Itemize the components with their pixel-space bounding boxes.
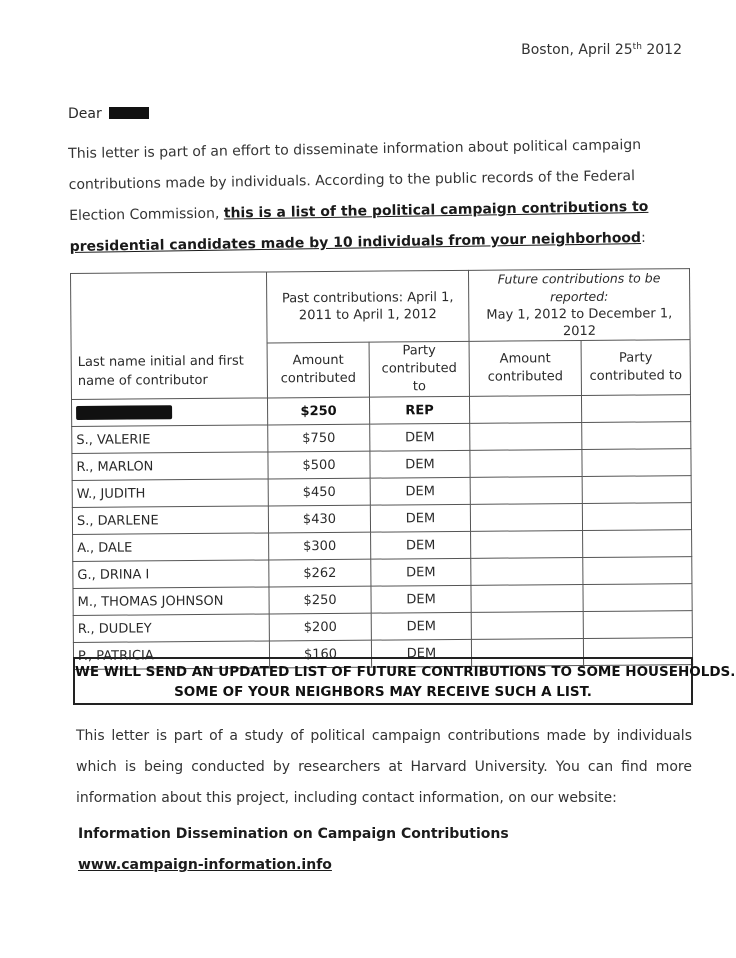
future-party-cell [582,476,691,504]
party-cell: DEM [370,504,470,532]
contributor-name-cell: W., JUDITH [72,479,268,508]
update-notice-box [73,657,736,705]
amount-cell: $250 [267,397,369,425]
contributor-name-cell: P., PATRICIA [73,641,269,670]
party-cell: DEM [370,450,470,478]
contributor-name-cell: S., DARLENE [72,506,268,535]
intro-emphasis: this is a list of the political campaign contributions to presidential candidates made by 10 individuals from your neighborhood [69,198,649,255]
contributor-name-cell: R., DUDLEY [73,614,269,643]
future-amount-cell [470,503,582,531]
past-party-header: Party contributed to [369,341,469,397]
future-party-cell [582,449,691,477]
contributor-name-cell: R., MARLON [72,452,268,481]
project-title: Information Dissemination on Campaign Contributions [78,826,509,842]
contributor-name-header: Last name initial and first name of contributor [71,272,268,400]
contributions-table [70,268,693,670]
party-cell: DEM [371,612,471,640]
contributor-name-cell: S., VALERIE [72,425,268,454]
party-cell: DEM [371,639,471,667]
future-party-cell [583,530,692,558]
redacted-contributor-name [76,405,172,420]
contributor-name-cell: A., DALE [73,533,269,562]
party-cell: DEM [370,477,470,505]
future-party-cell [582,503,691,531]
future-amount-header: Amount contributed [469,340,581,396]
amount-cell: $430 [268,505,370,533]
party-cell: DEM [371,585,471,613]
amount-cell: $300 [269,532,371,560]
project-website-link[interactable]: www.campaign-information.info [78,857,332,873]
intro-paragraph: This letter is part of an effort to disseminate information about political campaign contributions made by individuals. According to the public records of the Federal Election Commission, this is a list of the political campaign contributions to presidential candidates made by 10 individuals from your neighborhood: [68,137,649,255]
notice-line-1: WE WILL SEND AN UPDATED LIST OF FUTURE CONTRIBUTIONS TO SOME HOUSEHOLDS. [75,664,736,680]
future-amount-cell [471,557,583,585]
amount-cell: $500 [268,451,370,479]
party-cell: DEM [371,531,471,559]
amount-cell: $250 [269,586,371,614]
amount-cell: $200 [269,613,371,641]
party-cell: DEM [370,423,470,451]
contributor-name-cell: G., DRINA I [73,560,269,589]
contributor-name-cell [71,398,267,427]
future-party-cell [581,395,690,423]
future-amount-cell [470,476,582,504]
redacted-recipient-name [109,107,149,119]
future-amount-cell [471,584,583,612]
future-party-header: Party contributed to [581,340,690,396]
future-party-cell [582,422,691,450]
past-amount-header: Amount contributed [267,342,369,398]
future-amount-cell [470,422,582,450]
notice-line-2: SOME OF YOUR NEIGHBORS MAY RECEIVE SUCH A LIST. [174,684,592,700]
amount-cell: $750 [268,424,370,452]
future-contributions-header: Future contributions to be reported: May 1, 2012 to December 1, 2012 [468,269,690,342]
salutation: Dear [68,106,149,122]
future-party-cell [583,584,692,612]
amount-cell: $262 [269,559,371,587]
party-cell: DEM [371,558,471,586]
party-cell: REP [369,396,469,424]
future-amount-cell [471,611,583,639]
amount-cell: $450 [268,478,370,506]
future-party-cell [583,557,692,585]
contributor-name-cell: M., THOMAS JOHNSON [73,587,269,616]
past-contributions-header: Past contributions: April 1, 2011 to April 1, 2012 [266,270,469,343]
future-amount-cell [469,395,581,423]
amount-cell: $160 [269,640,371,668]
future-party-cell [583,611,692,639]
future-amount-cell [470,449,582,477]
study-paragraph: This letter is part of a study of political campaign contributions made by individuals which is being conducted by researchers at Harvard University. You can find more information about this project, including contact information, on our website: [76,728,692,806]
future-amount-cell [471,530,583,558]
letter-date: Boston, April 25th 2012 [521,42,682,58]
